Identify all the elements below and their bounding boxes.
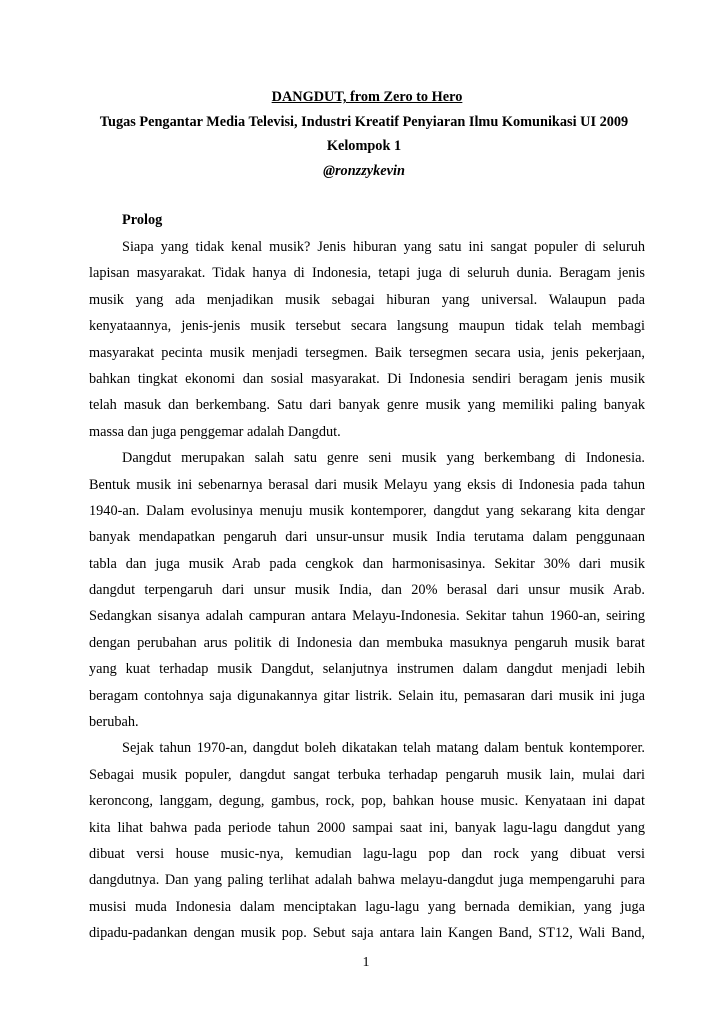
text-line: tabla dan juga musik Arab pada cengkok dan harmonisasinya. Sekitar 30% dari musik xyxy=(89,555,645,572)
text-line: musik yang ada menjadikan musik sebagai hiburan yang universal. Walaupun pada xyxy=(89,291,645,308)
text-line: musisi muda Indonesia dalam menciptakan lagu-lagu yang bernada demikian, yang juga xyxy=(89,898,645,915)
body-text xyxy=(89,234,645,947)
author-handle: @ronzzykevin xyxy=(323,163,405,179)
group-label: Kelompok 1 xyxy=(326,138,402,154)
text-line: 1940-an. Dalam evolusinya menuju musik kontemporer, dangdut yang sekarang kita dengar xyxy=(89,502,645,519)
text-line: lapisan masyarakat. Tidak hanya di Indonesia, tetapi juga di seluruh dunia. Beragam jenis xyxy=(89,265,645,282)
text-line: dengan perubahan arus politik di Indonesia dan membuka masuknya pengaruh musik barat xyxy=(89,634,645,651)
text-line: bahkan tingkat ekonomi dan sosial masyarakat. Di Indonesia sendiri beragam jenis musik xyxy=(89,370,645,387)
document-title: DANGDUT, from Zero to Hero xyxy=(271,89,463,105)
text-line: dangdutnya. Dan yang paling terlihat adalah bahwa melayu-dangdut juga mempengaruhi para xyxy=(89,872,645,889)
text-line: Dangdut merupakan salah satu genre seni musik yang berkembang di Indonesia. xyxy=(122,450,645,467)
text-line: yang kuat terhadap musik Dangdut, selanjutnya instrumen dalam dangdut menjadi lebih xyxy=(89,661,645,678)
text-line: telah masuk dan berkembang. Satu dari banyak genre musik yang memiliki paling banyak xyxy=(89,397,645,414)
text-line: banyak mendapatkan pengaruh dari unsur-unsur musik India terutama dalam penggunaan xyxy=(89,529,645,546)
text-line: Bentuk musik ini sebenarnya berasal dari musik Melayu yang eksis di Indonesia pada tahun xyxy=(89,476,645,493)
text-line: Sedangkan sisanya adalah campuran antara Melayu-Indonesia. Sekitar tahun 1960-an, seiring xyxy=(89,608,645,625)
text-line: kita lihat bahwa pada periode tahun 2000 sampai saat ini, banyak lagu-lagu dangdut yang xyxy=(89,819,645,836)
text-line: Sebagai musik populer, dangdut sangat terbuka terhadap pengaruh musik lain, mulai dari xyxy=(89,766,645,783)
document-subtitle: Tugas Pengantar Media Televisi, Industri Kreatif Penyiaran Ilmu Komunikasi UI 2009 xyxy=(99,114,629,130)
section-heading: Prolog xyxy=(122,212,163,228)
text-line: masyarakat pecinta musik menjadi tersegmen. Baik tersegmen secara usia, jenis pekerjaan, xyxy=(89,344,645,361)
text-line: Sejak tahun 1970-an, dangdut boleh dikatakan telah matang dalam bentuk kontemporer. xyxy=(122,740,645,757)
text-line: dipadu-padankan dengan musik pop. Sebut saja antara lain Kangen Band, ST12, Wali Band, xyxy=(89,925,645,942)
text-line: dangdut terpengaruh dari unsur musik India, dan 20% berasal dari unsur musik Arab. xyxy=(89,582,645,599)
text-line: kenyataannya, jenis-jenis musik tersebut secara langsung maupun tidak telah membagi xyxy=(89,318,645,335)
text-line: Siapa yang tidak kenal musik? Jenis hiburan yang satu ini sangat populer di seluruh xyxy=(122,239,645,255)
text-line: massa dan juga penggemar adalah Dangdut. xyxy=(89,423,341,440)
text-line: dibuat versi house music-nya, kemudian lagu-lagu pop dan rock yang dibuat versi xyxy=(89,845,645,862)
page-number: 1 xyxy=(362,955,370,970)
text-line: keroncong, langgam, degung, gambus, rock, pop, bahkan house music. Kenyataan ini dapat xyxy=(89,793,645,810)
text-line: berubah. xyxy=(89,714,139,731)
text-line: beragam contohnya saja digunakannya gitar listrik. Selain itu, pemasaran dari musik ini juga xyxy=(89,687,645,704)
